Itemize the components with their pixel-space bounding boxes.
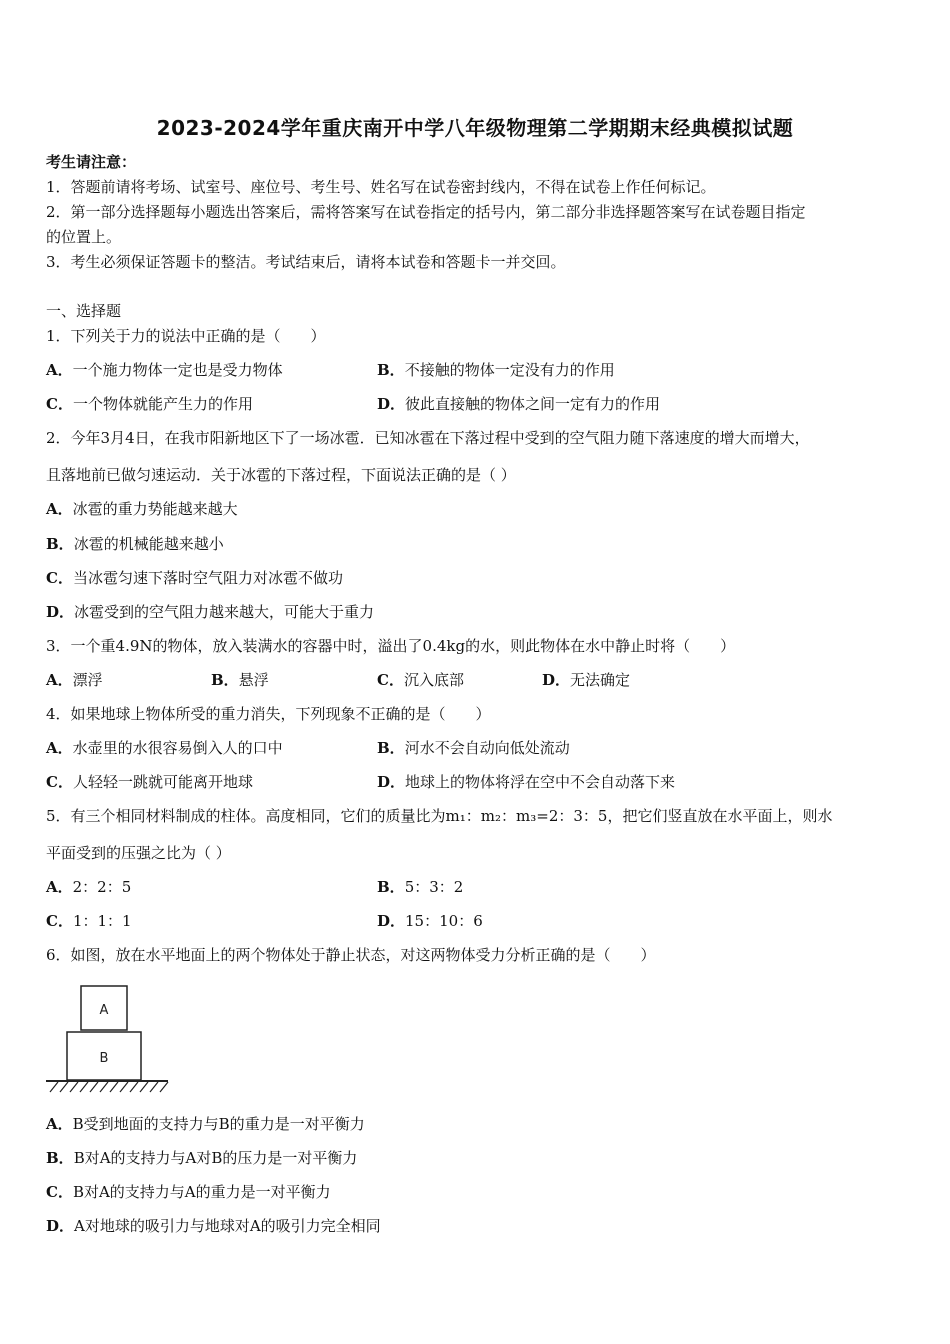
option-text: 彼此直接触的物体之间一定有力的作用 [405,395,661,413]
q4-option-a [46,738,283,758]
option-text: 1：1：1 [72,912,132,930]
question-3-stem: 3．一个重4.9N的物体，放入装满水的容器中时，溢出了0.4kg的水，则此物体在水中静止时将（ ） [46,637,736,655]
option-letter: C． [46,912,73,930]
option-letter: D． [377,912,406,930]
q2-option-a [46,499,238,519]
option-text: B对A的支持力与A的重力是一对平衡力 [72,1183,331,1201]
question-5-stem: 5．有三个相同材料制成的柱体。高度相同，它们的质量比为m₁：m₂：m₃=2：3：5，把它们竖直放在水平面上，则水 [46,807,833,825]
option-text: 悬浮 [238,671,269,689]
option-text: 当冰雹匀速下落时空气阻力对冰雹不做功 [72,569,343,587]
q2-option-c [46,568,343,588]
notice-heading: 考生请注意： [46,153,137,171]
option-letter: D． [46,1217,75,1235]
option-text: B对A的支持力与A对B的压力是一对平衡力 [73,1149,358,1167]
option-text: 漂浮 [72,671,103,689]
question-2-stem-cont: 且落地前已做匀速运动．关于冰雹的下落过程，下面说法正确的是（ ） [46,466,516,484]
q5-option-b [377,877,463,897]
block-b-label: B [99,1051,109,1066]
option-letter: C． [46,569,73,587]
option-text: 不接触的物体一定没有力的作用 [404,361,615,379]
q1-option-c [46,394,253,414]
q4-option-d [377,772,675,792]
notice-item: 的位置上。 [46,228,122,246]
option-letter: A． [46,1115,73,1133]
question-2-stem: 2．今年3月4日，在我市阳新地区下了一场冰雹．已知冰雹在下落过程中受到的空气阻力随下落速度的增大而增大， [46,429,810,447]
q2-option-b [46,534,224,554]
option-text: B受到地面的支持力与B的重力是一对平衡力 [72,1115,365,1133]
option-letter: B． [377,739,405,757]
option-text: 5：3：2 [404,878,464,896]
option-text: 地球上的物体将浮在空中不会自动落下来 [405,773,676,791]
notice-item: 2．第一部分选择题每小题选出答案后，需将答案写在试卷指定的括号内，第二部分非选择题答案写在试卷题目指定 [46,203,806,221]
option-letter: C． [46,773,73,791]
q3-option-a [46,670,103,690]
option-text: 无法确定 [570,671,631,689]
question-4-stem: 4．如果地球上物体所受的重力消失，下列现象不正确的是（ ） [46,705,491,723]
option-letter: C． [377,671,404,689]
option-letter: A． [46,878,73,896]
option-letter: B． [46,535,74,553]
option-text: 冰雹的机械能越来越小 [73,535,224,553]
q5-option-a [46,877,131,897]
q6-option-a [46,1114,365,1134]
q1-option-b [377,360,615,380]
option-letter: B． [46,1149,74,1167]
option-letter: D． [542,671,571,689]
question-1-stem: 1．下列关于力的说法中正确的是（ ） [46,327,326,345]
q3-option-b [211,670,269,690]
option-letter: A． [46,739,73,757]
option-letter: C． [46,395,73,413]
option-letter: A． [46,500,73,518]
option-text: 人轻轻一跳就可能离开地球 [72,773,253,791]
option-letter: D． [377,773,406,791]
option-text: 一个施力物体一定也是受力物体 [72,361,283,379]
notice-item: 3．考生必须保证答题卡的整洁。考试结束后，请将本试卷和答题卡一并交回。 [46,253,566,271]
q3-option-c [377,670,464,690]
q5-option-d [377,911,483,931]
option-text: 沉入底部 [403,671,464,689]
blocks-figure [44,984,170,1096]
option-letter: A． [46,361,73,379]
block-a-label: A [99,1003,109,1018]
option-letter: A． [46,671,73,689]
option-text: 15：10：6 [405,912,483,930]
option-letter: B． [211,671,239,689]
page-title: 2023-2024学年重庆南开中学八年级物理第二学期期末经典模拟试题 [156,116,794,140]
q3-option-d [542,670,630,690]
option-letter: B． [377,878,405,896]
option-text: 河水不会自动向低处流动 [404,739,570,757]
option-letter: D． [377,395,406,413]
q1-option-a [46,360,283,380]
section-heading: 一、选择题 [46,302,122,320]
question-6-stem: 6．如图，放在水平地面上的两个物体处于静止状态，对这两物体受力分析正确的是（ ） [46,946,656,964]
q1-option-d [377,394,660,414]
q4-option-b [377,738,570,758]
q6-option-d [46,1216,381,1236]
option-letter: C． [46,1183,73,1201]
ground-hatch [50,1082,168,1092]
q2-option-d [46,602,374,622]
q6-option-c [46,1182,331,1202]
option-text: 一个物体就能产生力的作用 [72,395,253,413]
option-text: 冰雹受到的空气阻力越来越大，可能大于重力 [74,603,375,621]
option-text: 水壶里的水很容易倒入人的口中 [72,739,283,757]
option-text: A对地球的吸引力与地球对A的吸引力完全相同 [74,1217,381,1235]
q4-option-c [46,772,253,792]
notice-item: 1．答题前请将考场、试室号、座位号、考生号、姓名写在试卷密封线内，不得在试卷上作任何标记。 [46,178,716,196]
option-letter: B． [377,361,405,379]
question-5-stem-cont: 平面受到的压强之比为（ ） [46,844,231,862]
option-text: 2：2：5 [72,878,132,896]
q6-option-b [46,1148,357,1168]
option-letter: D． [46,603,75,621]
q5-option-c [46,911,132,931]
option-text: 冰雹的重力势能越来越大 [72,500,238,518]
